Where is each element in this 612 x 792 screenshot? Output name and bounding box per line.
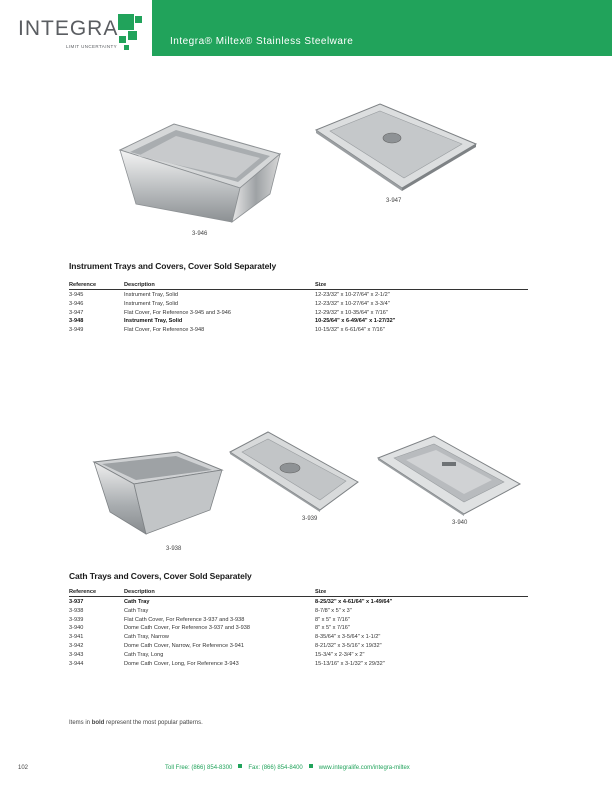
cell-reference: 3-946 — [69, 300, 84, 307]
cell-reference: 3-948 — [69, 318, 84, 325]
header-logo-area — [0, 0, 152, 56]
table-row — [69, 606, 528, 615]
cell-reference: 3-947 — [69, 309, 84, 316]
column-header-reference: Reference — [69, 589, 97, 595]
cell-reference: 3-937 — [69, 599, 84, 605]
table-row-popular — [69, 597, 528, 606]
cell-description: Dome Cath Cover, Long, For Reference 3-943 — [124, 660, 239, 667]
table-header-row — [69, 587, 528, 597]
cell-description: Instrument Tray, Solid — [124, 300, 178, 307]
header-band — [152, 0, 612, 56]
logo-wordmark: INTEGRA — [18, 17, 119, 40]
cell-size: 10-25/64" x 6-49/64" x 1-27/32" — [315, 318, 396, 325]
column-header-description: Description — [124, 589, 155, 595]
flat-cover-photo — [312, 100, 480, 192]
cell-reference: 3-939 — [69, 616, 84, 623]
table-row — [69, 623, 528, 632]
flat-cath-cover-photo — [228, 430, 360, 512]
table-row-popular — [69, 316, 528, 325]
instrument-tray-photo — [112, 112, 284, 226]
cell-size: 8-7/8" x 5" x 3" — [315, 607, 352, 614]
cell-size: 8" x 5" x 7/16" — [315, 625, 350, 632]
cell-description: Cath Tray — [124, 599, 150, 605]
cell-size: 12-29/32" x 10-35/64" x 7/16" — [315, 309, 388, 316]
cell-reference: 3-940 — [69, 625, 84, 632]
table-row — [69, 299, 528, 308]
cell-size: 8-25/32" x 4-61/64" x 1-49/64" — [315, 599, 393, 605]
dome-cath-cover-photo — [376, 432, 522, 516]
table-header-row — [69, 280, 528, 290]
cath-trays-table — [69, 587, 528, 667]
website-link[interactable]: www.integralife.com/integra-miltex — [318, 765, 410, 771]
cell-reference: 3-944 — [69, 660, 84, 667]
footer-contact — [165, 764, 410, 771]
cell-size: 15-13/16" x 3-1/32" x 29/32" — [315, 660, 385, 667]
image-caption: 3-946 — [192, 231, 208, 237]
cath-tray-photo — [90, 448, 226, 540]
cell-description: Instrument Tray, Solid — [124, 318, 183, 325]
table-row — [69, 615, 528, 624]
cell-reference: 3-945 — [69, 292, 84, 298]
page-title: Integra® Miltex® Stainless Steelware — [170, 36, 354, 47]
cell-reference: 3-938 — [69, 607, 84, 614]
fax-number: Fax: (866) 854-8400 — [248, 765, 303, 771]
note-bold-word: bold — [91, 720, 105, 726]
cell-size: 15-3/4" x 2-3/4" x 2" — [315, 651, 365, 658]
toll-free-number: Toll Free: (866) 854-8300 — [165, 765, 233, 771]
cell-size: 10-15/32" x 6-61/64" x 7/16" — [315, 327, 385, 334]
instrument-trays-table — [69, 280, 528, 334]
note-prefix: Items in — [69, 720, 92, 726]
integra-logo-mark-icon — [112, 12, 146, 54]
table-row — [69, 641, 528, 650]
logo-tagline: LIMIT UNCERTAINTY — [66, 44, 118, 49]
cell-description: Flat Cover, For Reference 3-945 and 3-946 — [124, 309, 231, 316]
cell-size: 12-23/32" x 10-27/64" x 2-1/2" — [315, 292, 390, 298]
table-row — [69, 650, 528, 659]
page-number: 102 — [18, 765, 29, 771]
cell-reference: 3-949 — [69, 327, 84, 334]
table-row — [69, 632, 528, 641]
section-title: Cath Trays and Covers, Cover Sold Separately — [69, 571, 252, 581]
cell-description: Cath Tray, Narrow — [124, 634, 169, 641]
image-caption: 3-938 — [166, 546, 182, 552]
image-caption: 3-947 — [386, 198, 402, 204]
cell-reference: 3-943 — [69, 651, 84, 658]
column-header-reference: Reference — [69, 282, 97, 288]
cell-reference: 3-941 — [69, 634, 84, 641]
cell-reference: 3-942 — [69, 642, 84, 649]
column-header-size: Size — [315, 589, 327, 595]
cell-size: 8-35/64" x 3-5/64" x 1-1/2" — [315, 634, 381, 641]
bullet-icon — [238, 764, 242, 768]
cell-description: Cath Tray, Long — [124, 651, 164, 658]
table-row — [69, 659, 528, 668]
cell-size: 12-23/32" x 10-27/64" x 3-3/4" — [315, 300, 390, 307]
bullet-icon — [309, 764, 313, 768]
cell-description: Flat Cath Cover, For Reference 3-937 and 3-938 — [124, 616, 245, 623]
cell-size: 8-21/32" x 3-5/16" x 19/32" — [315, 642, 382, 649]
popular-patterns-note — [69, 720, 203, 726]
cell-size: 8" x 5" x 7/16" — [315, 616, 350, 623]
section-title: Instrument Trays and Covers, Cover Sold Separately — [69, 261, 277, 271]
cell-description: Dome Cath Cover, Narrow, For Reference 3-941 — [124, 642, 245, 649]
table-row — [69, 325, 528, 334]
cell-description: Instrument Tray, Solid — [124, 292, 178, 298]
image-caption: 3-939 — [302, 516, 318, 522]
table-row — [69, 290, 528, 299]
cell-description: Flat Cover, For Reference 3-948 — [124, 327, 205, 334]
cell-description: Dome Cath Cover, For Reference 3-937 and 3-938 — [124, 625, 250, 632]
column-header-description: Description — [124, 282, 155, 288]
table-row — [69, 308, 528, 317]
note-suffix: represent the most popular patterns. — [104, 720, 203, 726]
image-caption: 3-940 — [452, 520, 468, 526]
column-header-size: Size — [315, 282, 327, 288]
cell-description: Cath Tray — [124, 607, 149, 614]
